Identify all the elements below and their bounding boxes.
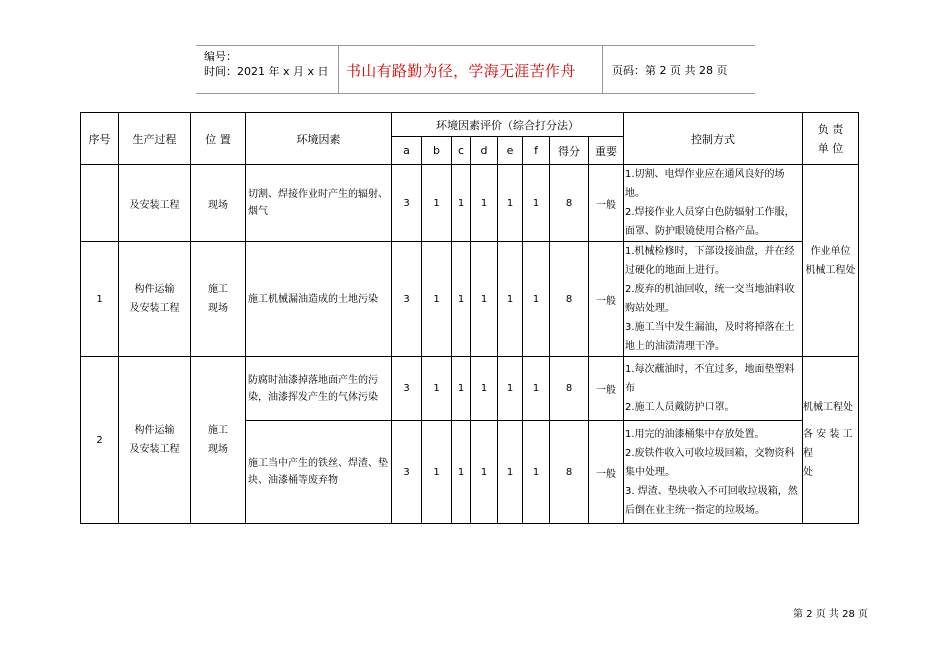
cell-f: 1 bbox=[523, 242, 550, 357]
cell-score: 8 bbox=[550, 357, 589, 421]
responsible-unit: 作业单位 bbox=[810, 245, 851, 257]
cell-factor: 防腐时油漆掉落地面产生的污染，油漆挥发产生的气体污染 bbox=[246, 357, 392, 421]
process-line: 构件运输 bbox=[134, 425, 175, 436]
cell-d: 1 bbox=[471, 165, 498, 242]
page-header bbox=[196, 45, 755, 94]
cell-e: 1 bbox=[498, 165, 523, 242]
col-header-process: 生产过程 bbox=[119, 113, 191, 165]
responsible-unit: 各 安 装 工 程 bbox=[803, 429, 853, 459]
cell-a: 3 bbox=[392, 242, 422, 357]
cell-b: 1 bbox=[422, 242, 452, 357]
cell-control bbox=[624, 165, 803, 242]
col-header-importance: 重要 bbox=[589, 137, 624, 165]
control-item: 1.机械检修时，下部设接油盘，并在经过硬化的地面上进行。 bbox=[625, 246, 795, 276]
header-divider bbox=[602, 46, 603, 93]
cell-factor: 施工当中产生的铁丝、焊渣、垫块、油漆桶等废弃物 bbox=[246, 421, 392, 524]
cell-location bbox=[191, 242, 246, 357]
cell-factor: 切割、焊接作业时产生的辐射、烟气 bbox=[246, 165, 392, 242]
cell-d: 1 bbox=[471, 421, 498, 524]
col-header-e: e bbox=[498, 137, 523, 165]
control-item: 1.切割、电焊作业应在通风良好的场地。 bbox=[625, 169, 785, 199]
environment-factor-table bbox=[80, 112, 859, 524]
control-item: 2.废弃的机油回收，统一交当地油料收购站处理。 bbox=[625, 284, 795, 314]
cell-process bbox=[119, 357, 191, 524]
cell-e: 1 bbox=[498, 357, 523, 421]
responsible-label-1: 负 责 bbox=[817, 122, 844, 136]
cell-e: 1 bbox=[498, 242, 523, 357]
col-header-f: f bbox=[523, 137, 550, 165]
number-label: 编号： bbox=[204, 50, 237, 63]
location-line: 施工 bbox=[208, 284, 228, 295]
header-meta bbox=[204, 49, 329, 79]
cell-importance: 一般 bbox=[589, 421, 624, 524]
cell-responsible bbox=[803, 357, 859, 524]
cell-seq: 1 bbox=[81, 242, 119, 357]
col-header-responsible bbox=[803, 113, 859, 165]
cell-c: 1 bbox=[452, 242, 471, 357]
cell-seq: 2 bbox=[81, 357, 119, 524]
page-footer: 第 2 页 共 28 页 bbox=[793, 609, 868, 620]
col-header-d: d bbox=[471, 137, 498, 165]
col-header-score: 得分 bbox=[550, 137, 589, 165]
cell-factor: 施工机械漏油造成的土地污染 bbox=[246, 242, 392, 357]
location-line: 施工 bbox=[208, 425, 228, 436]
control-item: 2.焊接作业人员穿白色防辐射工作服，面罩、防护眼镜使用合格产品。 bbox=[625, 207, 795, 237]
col-header-control: 控制方式 bbox=[624, 113, 803, 165]
control-item: 1.每次蘸油时，不宜过多，地面垫塑料布 bbox=[625, 364, 795, 394]
cell-location: 现场 bbox=[191, 165, 246, 242]
control-item: 2.施工人员戴防护口罩。 bbox=[625, 402, 735, 413]
process-line: 及安装工程 bbox=[129, 303, 180, 314]
cell-d: 1 bbox=[471, 242, 498, 357]
process-line: 构件运输 bbox=[134, 284, 175, 295]
location-line: 现场 bbox=[208, 303, 228, 314]
cell-f: 1 bbox=[523, 421, 550, 524]
cell-a: 3 bbox=[392, 421, 422, 524]
control-item: 1.用完的油漆桶集中存放处置。 bbox=[625, 428, 765, 440]
cell-importance: 一般 bbox=[589, 357, 624, 421]
cell-location bbox=[191, 357, 246, 524]
col-header-a: a bbox=[392, 137, 422, 165]
col-header-location: 位 置 bbox=[191, 113, 246, 165]
cell-e: 1 bbox=[498, 421, 523, 524]
cell-score: 8 bbox=[550, 421, 589, 524]
control-item: 3.施工当中发生漏油，及时将掉落在土地上的油渍清理干净。 bbox=[625, 322, 795, 352]
control-item: 2.废铁件收入可收垃圾回箱，交物资科集中处理。 bbox=[625, 447, 795, 478]
cell-control bbox=[624, 421, 803, 524]
control-item: 3. 焊渣、垫块收入不可回收垃圾箱，然后倒在业主统一指定的垃圾场。 bbox=[625, 485, 798, 516]
col-header-b: b bbox=[422, 137, 452, 165]
responsible-unit: 机械工程处 bbox=[805, 264, 856, 276]
process-line: 及安装工程 bbox=[129, 444, 180, 455]
table-row bbox=[81, 165, 859, 242]
cell-importance: 一般 bbox=[589, 242, 624, 357]
cell-responsible bbox=[803, 165, 859, 357]
cell-f: 1 bbox=[523, 357, 550, 421]
location-line: 现场 bbox=[208, 444, 228, 455]
responsible-unit: 机械工程处 bbox=[803, 402, 853, 413]
table-row bbox=[81, 357, 859, 421]
header-page-code: 页码：第 2 页 共 28 页 bbox=[612, 64, 728, 77]
cell-c: 1 bbox=[452, 357, 471, 421]
time-label: 时间：2021 年 x 月 x 日 bbox=[204, 65, 329, 78]
cell-seq bbox=[81, 165, 119, 242]
col-header-factor: 环境因素 bbox=[246, 113, 392, 165]
cell-a: 3 bbox=[392, 357, 422, 421]
cell-b: 1 bbox=[422, 421, 452, 524]
cell-control bbox=[624, 242, 803, 357]
table-header-row bbox=[81, 113, 859, 137]
cell-control bbox=[624, 357, 803, 421]
header-divider bbox=[338, 46, 339, 93]
cell-f: 1 bbox=[523, 165, 550, 242]
cell-b: 1 bbox=[422, 357, 452, 421]
cell-a: 3 bbox=[392, 165, 422, 242]
cell-c: 1 bbox=[452, 421, 471, 524]
cell-score: 8 bbox=[550, 165, 589, 242]
cell-c: 1 bbox=[452, 165, 471, 242]
header-motto: 书山有路勤为径，学海无涯苦作舟 bbox=[346, 62, 576, 80]
responsible-label-2: 单 位 bbox=[817, 141, 844, 155]
responsible-unit: 处 bbox=[803, 467, 813, 478]
col-header-evaluation: 环境因素评价（综合打分法） bbox=[392, 113, 624, 137]
table-row bbox=[81, 242, 859, 357]
cell-process: 及安装工程 bbox=[119, 165, 191, 242]
cell-d: 1 bbox=[471, 357, 498, 421]
cell-importance: 一般 bbox=[589, 165, 624, 242]
col-header-c: c bbox=[452, 137, 471, 165]
cell-score: 8 bbox=[550, 242, 589, 357]
cell-b: 1 bbox=[422, 165, 452, 242]
cell-process bbox=[119, 242, 191, 357]
col-header-seq: 序号 bbox=[81, 113, 119, 165]
